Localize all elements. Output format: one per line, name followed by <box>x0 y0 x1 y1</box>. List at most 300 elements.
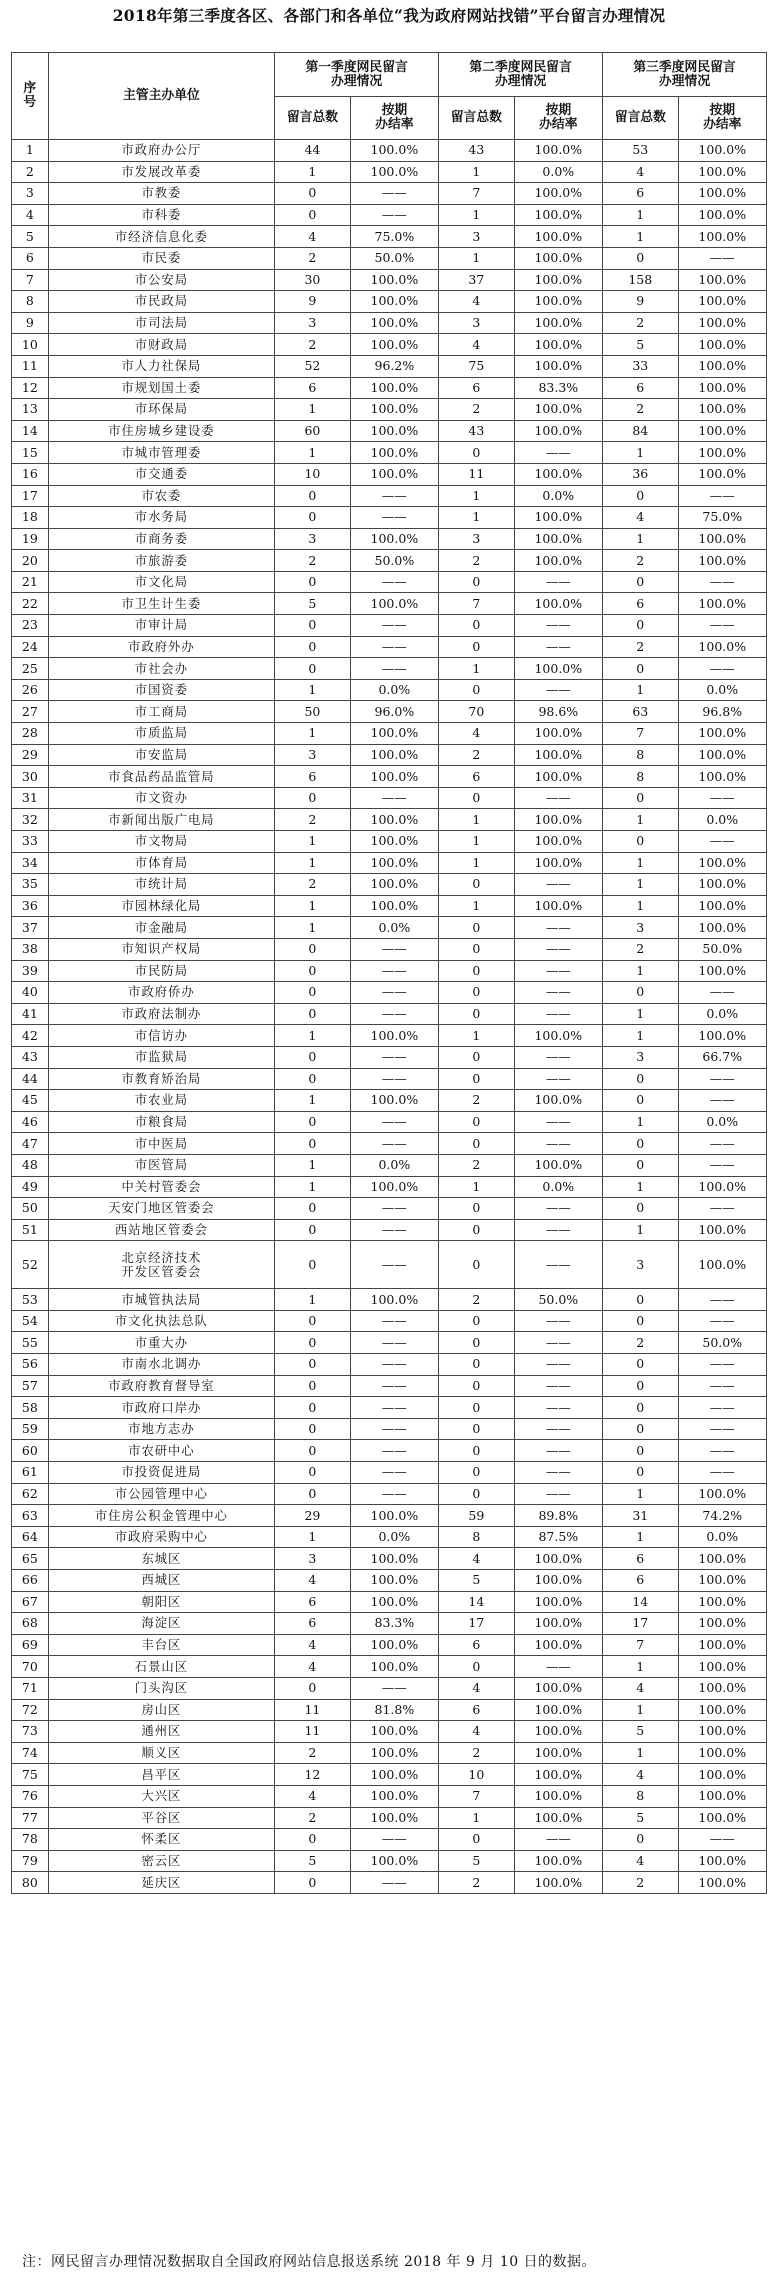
q1-total: 2 <box>275 1742 351 1764</box>
q1-total: 0 <box>275 507 351 529</box>
q1-rate: 0.0% <box>350 1154 438 1176</box>
table-row <box>12 1440 767 1462</box>
q1-rate: 100.0% <box>350 1176 438 1198</box>
q3-total: 2 <box>603 312 679 334</box>
row-seq: 5 <box>12 226 49 248</box>
row-seq: 56 <box>12 1354 49 1376</box>
q1-rate: 100.0% <box>350 723 438 745</box>
q1-total: 5 <box>275 1850 351 1872</box>
q2-rate: 100.0% <box>514 1850 602 1872</box>
q2-rate: 100.0% <box>514 809 602 831</box>
row-unit: 市食品药品监管局 <box>48 766 275 788</box>
row-seq: 20 <box>12 550 49 572</box>
q3-total: 0 <box>603 615 679 637</box>
q2-rate: 100.0% <box>514 1872 602 1894</box>
page-title: 2018年第三季度各区、各部门和各单位“我为政府网站找错”平台留言办理情况 <box>112 6 666 25</box>
q1-total: 0 <box>275 1418 351 1440</box>
q2-rate: —— <box>514 1397 602 1419</box>
table-row <box>12 204 767 226</box>
q1-rate: —— <box>350 1046 438 1068</box>
q1-total: 1 <box>275 831 351 853</box>
row-unit: 中关村管委会 <box>48 1176 275 1198</box>
q2-rate: 100.0% <box>514 1721 602 1743</box>
q3-total: 0 <box>603 1440 679 1462</box>
q1-total: 3 <box>275 744 351 766</box>
table-body <box>12 140 767 1894</box>
q3-rate: —— <box>678 615 766 637</box>
q1-total: 3 <box>275 312 351 334</box>
row-unit: 市社会办 <box>48 658 275 680</box>
q3-total: 0 <box>603 1462 679 1484</box>
q2-total: 10 <box>439 1764 515 1786</box>
q3-total: 2 <box>603 1332 679 1354</box>
table-row <box>12 1176 767 1198</box>
q3-total: 0 <box>603 1090 679 1112</box>
q1-total: 0 <box>275 183 351 205</box>
q1-total: 0 <box>275 204 351 226</box>
q3-rate: 100.0% <box>678 528 766 550</box>
q1-total: 1 <box>275 399 351 421</box>
q2-total: 8 <box>439 1526 515 1548</box>
table-row <box>12 1418 767 1440</box>
q2-total: 6 <box>439 377 515 399</box>
table-row <box>12 895 767 917</box>
row-seq: 71 <box>12 1677 49 1699</box>
q3-total: 4 <box>603 161 679 183</box>
header-q1-total: 留言总数 <box>275 97 351 140</box>
q2-rate: —— <box>514 960 602 982</box>
q2-rate: —— <box>514 874 602 896</box>
q2-total: 0 <box>439 1332 515 1354</box>
row-unit: 市统计局 <box>48 874 275 896</box>
q1-total: 0 <box>275 571 351 593</box>
q1-total: 0 <box>275 960 351 982</box>
q2-rate: 100.0% <box>514 831 602 853</box>
row-unit: 市地方志办 <box>48 1418 275 1440</box>
q2-rate: 100.0% <box>514 226 602 248</box>
q2-total: 1 <box>439 852 515 874</box>
q1-rate: 83.3% <box>350 1613 438 1635</box>
row-seq: 52 <box>12 1241 49 1289</box>
q3-rate: —— <box>678 1418 766 1440</box>
q2-rate: 100.0% <box>514 528 602 550</box>
q3-rate: 100.0% <box>678 723 766 745</box>
row-seq: 22 <box>12 593 49 615</box>
q3-rate: —— <box>678 1829 766 1851</box>
q3-rate: 100.0% <box>678 744 766 766</box>
q2-rate: —— <box>514 1829 602 1851</box>
table-row <box>12 1068 767 1090</box>
q3-rate: 100.0% <box>678 960 766 982</box>
q3-rate: —— <box>678 247 766 269</box>
q3-rate: 100.0% <box>678 334 766 356</box>
q1-total: 2 <box>275 334 351 356</box>
q1-rate: —— <box>350 1397 438 1419</box>
q2-total: 0 <box>439 960 515 982</box>
table-row <box>12 1003 767 1025</box>
table-row <box>12 1548 767 1570</box>
q3-total: 0 <box>603 1829 679 1851</box>
table-row <box>12 420 767 442</box>
table-row <box>12 442 767 464</box>
row-unit: 市知识产权局 <box>48 938 275 960</box>
row-seq: 39 <box>12 960 49 982</box>
q2-total: 2 <box>439 1090 515 1112</box>
q3-rate: 100.0% <box>678 1656 766 1678</box>
q3-total: 0 <box>603 1154 679 1176</box>
q2-rate: 98.6% <box>514 701 602 723</box>
row-seq: 24 <box>12 636 49 658</box>
q3-rate: 96.8% <box>678 701 766 723</box>
table-row <box>12 399 767 421</box>
q3-total: 5 <box>603 1807 679 1829</box>
table-row <box>12 1462 767 1484</box>
row-seq: 30 <box>12 766 49 788</box>
row-seq: 69 <box>12 1634 49 1656</box>
row-seq: 44 <box>12 1068 49 1090</box>
row-unit: 市民委 <box>48 247 275 269</box>
q2-total: 7 <box>439 593 515 615</box>
q3-total: 1 <box>603 1003 679 1025</box>
q2-total: 0 <box>439 1219 515 1241</box>
q1-rate: 100.0% <box>350 809 438 831</box>
table-row <box>12 485 767 507</box>
row-unit: 市科委 <box>48 204 275 226</box>
row-unit: 市卫生计生委 <box>48 593 275 615</box>
row-seq: 59 <box>12 1418 49 1440</box>
row-unit: 市粮食局 <box>48 1111 275 1133</box>
table-row <box>12 1310 767 1332</box>
q2-rate: —— <box>514 938 602 960</box>
q2-rate: 100.0% <box>514 766 602 788</box>
q2-rate: 100.0% <box>514 399 602 421</box>
row-unit: 丰台区 <box>48 1634 275 1656</box>
q2-total: 2 <box>439 1154 515 1176</box>
row-seq: 60 <box>12 1440 49 1462</box>
row-unit: 市农研中心 <box>48 1440 275 1462</box>
table-row <box>12 226 767 248</box>
q3-total: 4 <box>603 507 679 529</box>
q3-total: 5 <box>603 334 679 356</box>
q3-rate: 100.0% <box>678 463 766 485</box>
row-unit: 北京经济技术 开发区管委会 <box>48 1241 275 1289</box>
row-seq: 35 <box>12 874 49 896</box>
q1-total: 2 <box>275 247 351 269</box>
row-unit: 市政府教育督导室 <box>48 1375 275 1397</box>
q2-total: 5 <box>439 1570 515 1592</box>
q1-rate: 100.0% <box>350 1505 438 1527</box>
q3-rate: —— <box>678 485 766 507</box>
table-row <box>12 1785 767 1807</box>
table-row <box>12 852 767 874</box>
q1-rate: —— <box>350 1198 438 1220</box>
q2-total: 1 <box>439 204 515 226</box>
row-unit: 密云区 <box>48 1850 275 1872</box>
row-unit: 市政府办公厅 <box>48 140 275 162</box>
row-seq: 41 <box>12 1003 49 1025</box>
header-q1-rate: 按期 办结率 <box>350 97 438 140</box>
row-unit: 市信访办 <box>48 1025 275 1047</box>
q2-total: 0 <box>439 982 515 1004</box>
q2-total: 2 <box>439 399 515 421</box>
q3-rate: 66.7% <box>678 1046 766 1068</box>
table-row <box>12 809 767 831</box>
row-seq: 79 <box>12 1850 49 1872</box>
q1-rate: 100.0% <box>350 1721 438 1743</box>
row-unit: 市监狱局 <box>48 1046 275 1068</box>
row-seq: 73 <box>12 1721 49 1743</box>
q2-rate: —— <box>514 1219 602 1241</box>
q2-rate: —— <box>514 442 602 464</box>
row-seq: 12 <box>12 377 49 399</box>
q3-rate: 100.0% <box>678 1025 766 1047</box>
q1-rate: —— <box>350 636 438 658</box>
q1-total: 0 <box>275 1462 351 1484</box>
q1-rate: —— <box>350 1068 438 1090</box>
q2-rate: 100.0% <box>514 723 602 745</box>
table-row <box>12 831 767 853</box>
q3-total: 1 <box>603 874 679 896</box>
q1-rate: —— <box>350 1111 438 1133</box>
q2-rate: —— <box>514 1198 602 1220</box>
q1-rate: —— <box>350 1354 438 1376</box>
header-row-1 <box>12 53 767 97</box>
row-seq: 25 <box>12 658 49 680</box>
row-seq: 16 <box>12 463 49 485</box>
row-seq: 70 <box>12 1656 49 1678</box>
table-row <box>12 1241 767 1289</box>
q3-total: 2 <box>603 938 679 960</box>
q3-total: 0 <box>603 1397 679 1419</box>
q3-total: 0 <box>603 1289 679 1311</box>
row-unit: 市体育局 <box>48 852 275 874</box>
q1-total: 9 <box>275 291 351 313</box>
q1-total: 1 <box>275 1154 351 1176</box>
q1-rate: 100.0% <box>350 334 438 356</box>
q3-total: 0 <box>603 1354 679 1376</box>
row-seq: 40 <box>12 982 49 1004</box>
q3-rate: 100.0% <box>678 269 766 291</box>
row-unit: 延庆区 <box>48 1872 275 1894</box>
q1-total: 0 <box>275 1397 351 1419</box>
q3-rate: 100.0% <box>678 226 766 248</box>
q1-rate: 100.0% <box>350 1025 438 1047</box>
q2-rate: 100.0% <box>514 1090 602 1112</box>
row-unit: 市环保局 <box>48 399 275 421</box>
q2-total: 1 <box>439 247 515 269</box>
q1-rate: 100.0% <box>350 874 438 896</box>
table-row <box>12 1025 767 1047</box>
q3-rate: —— <box>678 1133 766 1155</box>
q2-rate: —— <box>514 1046 602 1068</box>
q1-rate: —— <box>350 204 438 226</box>
q3-total: 1 <box>603 528 679 550</box>
q2-total: 0 <box>439 1068 515 1090</box>
q3-total: 4 <box>603 1850 679 1872</box>
q2-rate: —— <box>514 1440 602 1462</box>
q3-rate: —— <box>678 571 766 593</box>
q2-total: 1 <box>439 1176 515 1198</box>
q3-rate: 0.0% <box>678 1111 766 1133</box>
q1-rate: 100.0% <box>350 291 438 313</box>
row-unit: 市教育矫治局 <box>48 1068 275 1090</box>
table-row <box>12 334 767 356</box>
q3-rate: 74.2% <box>678 1505 766 1527</box>
q2-total: 0 <box>439 442 515 464</box>
row-seq: 18 <box>12 507 49 529</box>
q1-rate: —— <box>350 1241 438 1289</box>
table-row <box>12 571 767 593</box>
q2-total: 43 <box>439 420 515 442</box>
q2-total: 0 <box>439 571 515 593</box>
q2-rate: 100.0% <box>514 291 602 313</box>
q1-rate: 0.0% <box>350 679 438 701</box>
q3-rate: 100.0% <box>678 874 766 896</box>
q2-total: 75 <box>439 355 515 377</box>
q1-total: 5 <box>275 593 351 615</box>
q1-total: 0 <box>275 485 351 507</box>
table-row <box>12 1198 767 1220</box>
q3-total: 8 <box>603 1785 679 1807</box>
row-seq: 14 <box>12 420 49 442</box>
q1-total: 4 <box>275 1634 351 1656</box>
row-seq: 3 <box>12 183 49 205</box>
q1-total: 6 <box>275 766 351 788</box>
q3-total: 0 <box>603 787 679 809</box>
q1-total: 0 <box>275 1068 351 1090</box>
q2-total: 0 <box>439 1198 515 1220</box>
q2-total: 0 <box>439 1375 515 1397</box>
q3-total: 1 <box>603 1111 679 1133</box>
q2-total: 3 <box>439 226 515 248</box>
row-seq: 31 <box>12 787 49 809</box>
q2-total: 0 <box>439 1440 515 1462</box>
row-seq: 21 <box>12 571 49 593</box>
q3-total: 8 <box>603 766 679 788</box>
row-unit: 朝阳区 <box>48 1591 275 1613</box>
q2-total: 5 <box>439 1850 515 1872</box>
row-unit: 市农委 <box>48 485 275 507</box>
table-row <box>12 1721 767 1743</box>
row-unit: 市公安局 <box>48 269 275 291</box>
q3-total: 17 <box>603 1613 679 1635</box>
q2-rate: 100.0% <box>514 507 602 529</box>
row-unit: 市交通委 <box>48 463 275 485</box>
row-unit: 市住房公积金管理中心 <box>48 1505 275 1527</box>
q1-rate: —— <box>350 1440 438 1462</box>
q3-total: 1 <box>603 809 679 831</box>
row-seq: 37 <box>12 917 49 939</box>
q3-rate: —— <box>678 1462 766 1484</box>
q2-total: 70 <box>439 701 515 723</box>
q3-total: 2 <box>603 636 679 658</box>
q2-total: 3 <box>439 528 515 550</box>
q2-rate: 100.0% <box>514 1807 602 1829</box>
q3-total: 3 <box>603 1241 679 1289</box>
q1-rate: —— <box>350 658 438 680</box>
q2-rate: 100.0% <box>514 1570 602 1592</box>
q1-total: 30 <box>275 269 351 291</box>
row-unit: 天安门地区管委会 <box>48 1198 275 1220</box>
row-unit: 市经济信息化委 <box>48 226 275 248</box>
q3-rate: 100.0% <box>678 1241 766 1289</box>
table-row <box>12 140 767 162</box>
table-row <box>12 658 767 680</box>
q3-total: 1 <box>603 1656 679 1678</box>
q2-rate: —— <box>514 1656 602 1678</box>
q3-rate: 100.0% <box>678 183 766 205</box>
row-seq: 26 <box>12 679 49 701</box>
q1-total: 2 <box>275 550 351 572</box>
q3-total: 1 <box>603 226 679 248</box>
q2-total: 7 <box>439 183 515 205</box>
q1-total: 0 <box>275 1219 351 1241</box>
table-row <box>12 1354 767 1376</box>
q2-total: 2 <box>439 1742 515 1764</box>
header-q3-rate: 按期 办结率 <box>678 97 766 140</box>
q2-total: 0 <box>439 1111 515 1133</box>
q1-rate: —— <box>350 183 438 205</box>
row-seq: 38 <box>12 938 49 960</box>
q1-rate: 96.0% <box>350 701 438 723</box>
q3-total: 63 <box>603 701 679 723</box>
row-unit: 市投资促进局 <box>48 1462 275 1484</box>
row-unit: 市政府法制办 <box>48 1003 275 1025</box>
q3-rate: 100.0% <box>678 1721 766 1743</box>
row-seq: 54 <box>12 1310 49 1332</box>
q3-rate: —— <box>678 982 766 1004</box>
q1-total: 2 <box>275 874 351 896</box>
row-unit: 市工商局 <box>48 701 275 723</box>
q1-rate: —— <box>350 1829 438 1851</box>
table-row <box>12 1483 767 1505</box>
q2-total: 0 <box>439 615 515 637</box>
q2-total: 11 <box>439 463 515 485</box>
q1-rate: —— <box>350 1310 438 1332</box>
row-seq: 11 <box>12 355 49 377</box>
q1-rate: 100.0% <box>350 831 438 853</box>
q3-rate: 100.0% <box>678 1176 766 1198</box>
table-row <box>12 463 767 485</box>
row-unit: 市政府侨办 <box>48 982 275 1004</box>
q1-total: 0 <box>275 1198 351 1220</box>
q1-rate: —— <box>350 1418 438 1440</box>
q1-total: 0 <box>275 1829 351 1851</box>
q2-rate: —— <box>514 636 602 658</box>
q1-total: 1 <box>275 723 351 745</box>
row-unit: 市民防局 <box>48 960 275 982</box>
q1-rate: —— <box>350 938 438 960</box>
q1-rate: —— <box>350 1332 438 1354</box>
table-row <box>12 269 767 291</box>
q2-rate: —— <box>514 1418 602 1440</box>
row-seq: 7 <box>12 269 49 291</box>
table-row <box>12 1850 767 1872</box>
table-row <box>12 1764 767 1786</box>
q3-total: 4 <box>603 1764 679 1786</box>
q2-rate: 100.0% <box>514 1764 602 1786</box>
row-unit: 市旅游委 <box>48 550 275 572</box>
q3-rate: 100.0% <box>678 1807 766 1829</box>
q2-rate: —— <box>514 615 602 637</box>
row-seq: 27 <box>12 701 49 723</box>
q2-total: 1 <box>439 1807 515 1829</box>
q2-total: 4 <box>439 291 515 313</box>
q1-rate: 75.0% <box>350 226 438 248</box>
q1-total: 1 <box>275 1526 351 1548</box>
q1-total: 60 <box>275 420 351 442</box>
table-row <box>12 766 767 788</box>
